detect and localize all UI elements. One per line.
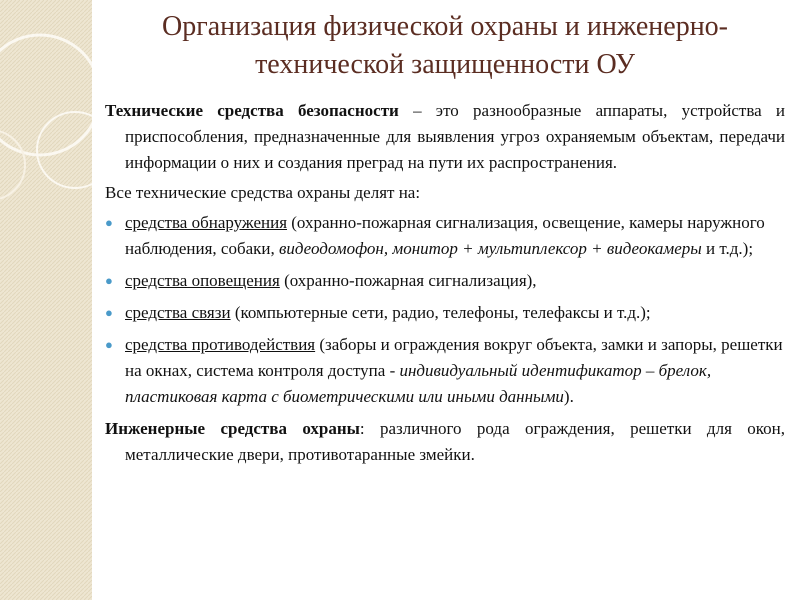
decorative-circles-graphic <box>0 0 92 600</box>
decorative-side-panel <box>0 0 92 600</box>
closing-text: : различного рода ограждения, решетки для окон, металлические двери, противотаранные змейки. <box>125 419 786 464</box>
bullet-text: (заборы и ограждения вокруг объекта, замки и запоры, решетки на окнах, система контроля доступа - <box>125 335 783 380</box>
closing-term: Инженерные средства охраны <box>105 419 360 438</box>
slide-title: Организация физической охраны и инженерно-технической защищенности ОУ <box>161 11 728 80</box>
bullet-dot-icon: ● <box>105 215 113 230</box>
bullet-dot-icon: ● <box>105 305 113 320</box>
bullet-term: средства оповещения <box>125 271 280 290</box>
closing-paragraph <box>105 416 785 468</box>
bullet-term: средства связи <box>125 303 231 322</box>
bullet-text: (охранно-пожарная сигнализация, освещение, камеры наружного наблюдения, собаки, <box>125 213 765 258</box>
bullet-tail: ). <box>563 387 574 406</box>
bullet-term: средства обнаружения <box>125 213 288 232</box>
bullet-item-notification <box>105 268 785 294</box>
bullet-item-detection <box>105 210 785 262</box>
bullet-item-countermeasures <box>105 332 785 410</box>
bullet-item-communication <box>105 300 785 326</box>
intro-text: – это разнообразные аппараты, устройства и приспособления, предназначенные для выявления угроз охраняемым объектам, передачи информации о них и создания преград на пути их распространения. <box>125 101 785 172</box>
bullet-text: (охранно-пожарная сигнализация), <box>279 271 537 290</box>
intro-paragraph <box>105 98 785 176</box>
bullet-italic-text: индивидуальный идентификатор – брелок, пластиковая карта с биометрическими или иными данными <box>125 361 712 406</box>
bullet-tail: и т.д.); <box>701 239 754 258</box>
slide-content <box>105 98 785 472</box>
bullet-dot-icon: ● <box>105 337 113 352</box>
bullet-dot-icon: ● <box>105 273 113 288</box>
bullet-term: средства противодействия <box>125 335 316 354</box>
lead-paragraph: Все технические средства охраны делят на: <box>105 183 421 202</box>
bullet-text: (компьютерные сети, радио, телефоны, телефаксы и т.д.); <box>230 303 651 322</box>
bullet-italic-text: видеодомофон, монитор + мультиплексор + видеокамеры <box>279 239 702 258</box>
intro-term: Технические средства безопасности <box>105 101 399 120</box>
